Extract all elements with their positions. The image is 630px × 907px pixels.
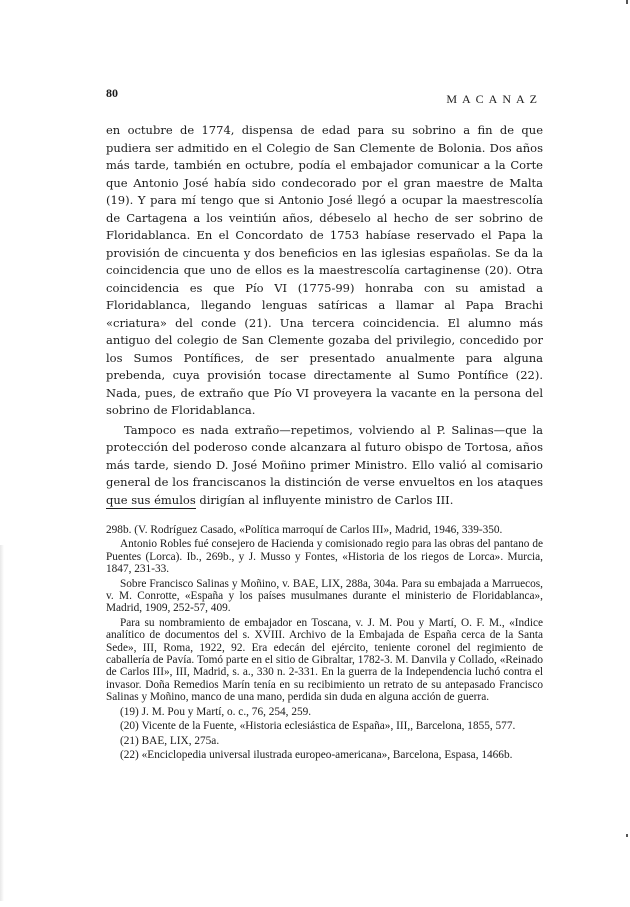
footnote: Para su nombramiento de embajador en Toscana, v. J. M. Pou y Martí, O. F. M., «Indice analítico de documentos del s. XVIII. Archivo de la Embajada de España cerca de la Santa Sede», III, Roma, 1922, 92. Era edecán del ejército, teniente coronel del regimiento de caballería de Pavía. Tomó parte en el sitio de Gibraltar, 1782-3. M. Danvila y Collado, «Reinado de Carlos III», III, Madrid, s. a., 330 n. 2-331. En la guerra de la Independencia luchó contra el invasor. Doña Remedios Marín tenía en su recibimiento un retrato de su antepasado Francisco Salinas y Moñino, manco de una mano, perdida sin duda en alguna acción de guerra. [106, 616, 543, 704]
footnote: (19) J. M. Pou y Martí, o. c., 76, 254, 259. [120, 705, 312, 718]
body-paragraph: Tampoco es nada extraño—repetimos, volviendo al P. Salinas—que la protección del poderoso conde alcanzara al futuro obispo de Tortosa, años más tarde, siendo D. José Moñino primer Ministro. Ello valió al comisario general de los franciscanos la distinción de verse envueltos en los ataques que sus émulos dirigían al influyente ministro de Carlos III. [106, 422, 543, 507]
running-head: MACANAZ [446, 92, 542, 106]
footnote: (22) «Enciclopedia universal ilustrada europeo-americana», Barcelona, Espasa, 1466b. [120, 748, 513, 761]
footnote: (20) Vicente de la Fuente, «Historia eclesiástica de España», III,, Barcelona, 1855, 577. [120, 720, 516, 733]
scan-edge-mark [626, 834, 628, 837]
footnote: 298b. (V. Rodríguez Casado, «Política marroquí de Carlos III», Madrid, 1946, 339-350. [106, 524, 503, 536]
footnote-separator [106, 508, 196, 509]
scan-edge-shadow [0, 545, 4, 901]
scan-edge-mark [626, 0, 628, 4]
footnotes [106, 524, 543, 763]
footnote: Antonio Robles fué consejero de Hacienda y comisionado regio para las obras del pantano de Puentes (Lorca). Ib., 269b., y J. Musso y Fontes, «Historia de los riegos de Lorca». Murcia, 1847, 231-33. [106, 538, 543, 576]
footnote: Sobre Francisco Salinas y Moñino, v. BAE, LIX, 288a, 304a. Para su embajada a Marruecos, v. M. Conrotte, «España y los países musulmanes durante el ministerio de Floridablanca», Madrid, 1909, 252-57, 409. [106, 577, 543, 615]
body-text [106, 122, 543, 509]
page-number: 80 [106, 86, 118, 100]
body-paragraph: en octubre de 1774, dispensa de edad para su sobrino a fin de que pudiera ser admitido en el Colegio de San Clemente de Bolonia. Dos años más tarde, también en octubre, podía el embajador comunicar a la Corte que Antonio José había sido condecorado por el gran maestre de Malta (19). Y para mí tengo que si Antonio José llegó a ocupar la maestrescolía de Cartagena a los veintiún años, débeselo al hecho de ser sobrino de Floridablanca. En el Concordato de 1753 habíase reservado el Papa la provisión de cincuenta y dos beneficios en las iglesias españolas. Se da la coincidencia que uno de ellos es la maestrescolía cartaginense (20). Otra coincidencia es que Pío VI (1775-99) honraba con su amistad a Floridablanca, llegando lenguas satíricas a llamar al Papa Brachi «criatura» del conde (21). Una tercera coincidencia. El alumno más antiguo del colegio de San Clemente gozaba del privilegio, concedido por los Sumos Pontífices, de ser presentado anualmente para alguna prebenda, cuya provisión tocase directamente al Sumo Pontífice (22). Nada, pues, de extraño que Pío VI proveyera la vacante en la persona del sobrino de Floridablanca. [106, 123, 543, 417]
footnote: (21) BAE, LIX, 275a. [120, 734, 220, 747]
